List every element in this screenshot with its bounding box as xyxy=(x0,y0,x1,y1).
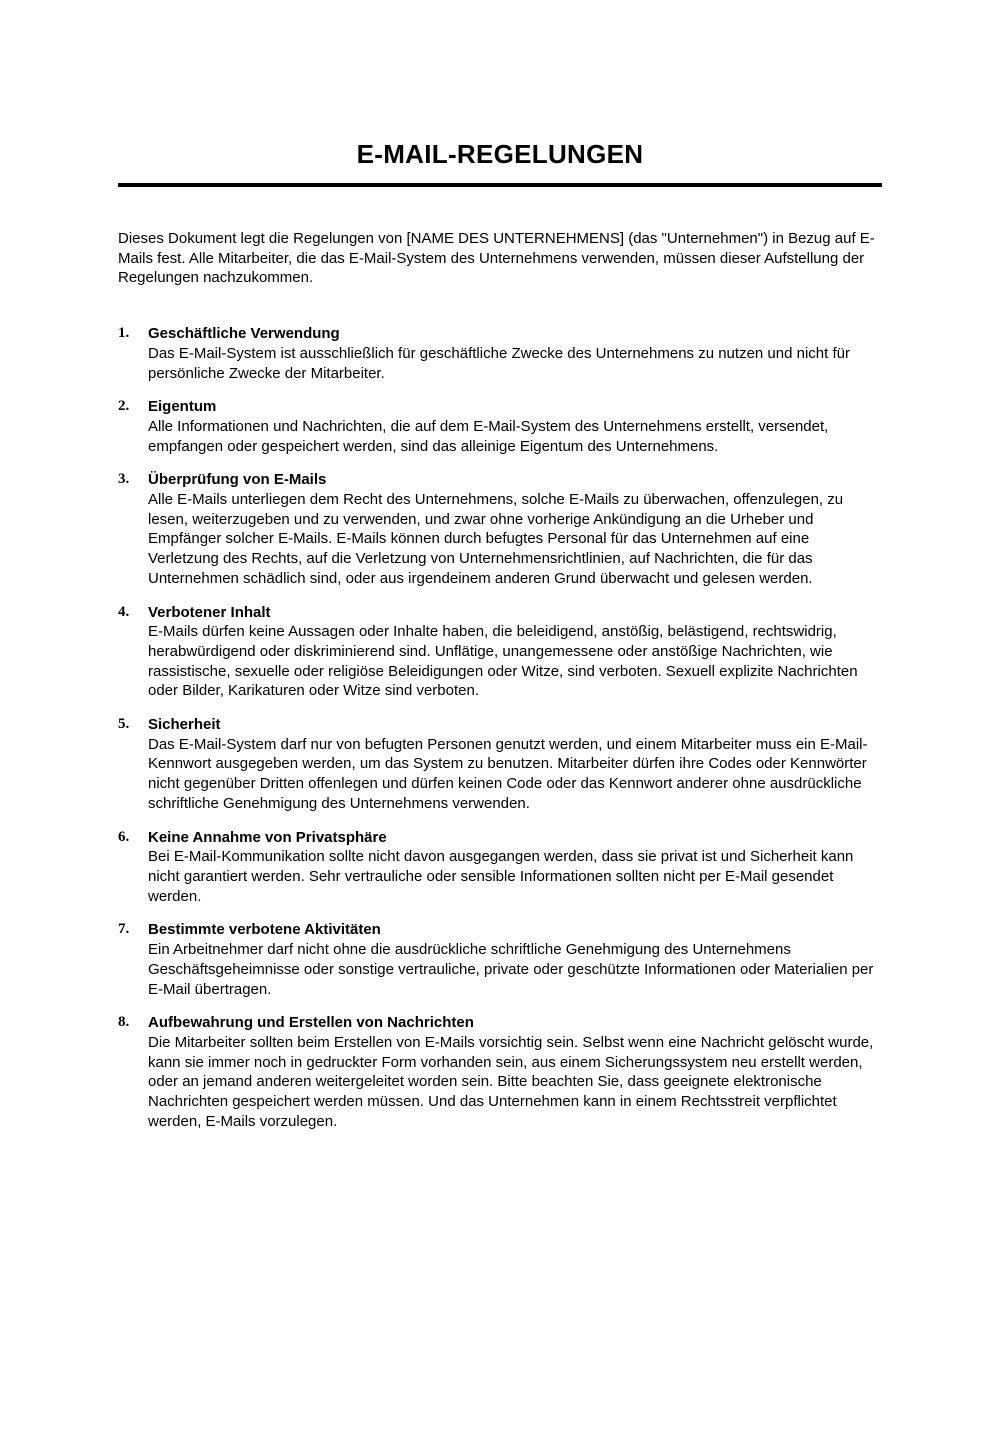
section-number: 8. xyxy=(118,1014,130,1031)
section-heading: Aufbewahrung und Erstellen von Nachrichten xyxy=(148,1014,474,1032)
section-body: E-Mails dürfen keine Aussagen oder Inhalte haben, die beleidigend, anstößig, belästigend, rechtswidrig, herabwürdigend oder diskriminierend sind. Unflätige, unangemessene oder anstößige Nachrichten, wie rassistische, sexuelle oder religiöse Beleidigungen oder Witze, sind verboten. Sexuell explizite Nachrichten oder Bilder, Karikaturen oder Witze sind verboten. xyxy=(148,623,858,700)
section-heading: Bestimmte verbotene Aktivitäten xyxy=(148,921,381,939)
section-content xyxy=(148,1013,882,1131)
policy-sections-list xyxy=(118,324,882,1131)
section-number: 4. xyxy=(118,603,130,620)
section-body: Ein Arbeitnehmer darf nicht ohne die ausdrückliche schriftliche Genehmigung des Unternehmens Geschäftsgeheimnisse oder sonstige vertrauliche, private oder geschützte Informationen oder Materialien per E-Mail übertragen. xyxy=(148,941,874,998)
policy-section xyxy=(118,920,882,999)
section-body: Die Mitarbeiter sollten beim Erstellen von E-Mails vorsichtig sein. Selbst wenn eine Nachricht gelöscht wurde, kann sie immer noch in gedruckter Form vorhanden sein, aus einem Sicherungssystem neu erstellt werden, oder an jemand anderen weitergeleitet worden sein. Bitte beachten Sie, dass geeignete elektronische Nachrichten gespeichert werden müssen. Und das Unternehmen kann in einem Rechtsstreit verpflichtet werden, E-Mails vorzulegen. xyxy=(148,1033,874,1130)
section-content xyxy=(148,324,882,383)
policy-section xyxy=(118,1013,882,1131)
section-content xyxy=(148,603,882,702)
policy-section xyxy=(118,603,882,702)
section-body: Bei E-Mail-Kommunikation sollte nicht davon ausgegangen werden, dass sie privat ist und Sicherheit kann nicht garantiert werden. Sehr vertrauliche oder sensible Informationen sollten nicht per E-Mail gesendet werden. xyxy=(148,848,854,905)
intro-paragraph: Dieses Dokument legt die Regelungen von [NAME DES UNTERNEHMENS] (das "Unternehmen") in Bezug auf E-Mails fest. Alle Mitarbeiter, die das E-Mail-System des Unternehmens verwenden, müssen dieser Aufstellung der Regelungen nachzukommen. xyxy=(118,230,875,287)
policy-section xyxy=(118,324,882,383)
section-body: Alle Informationen und Nachrichten, die auf dem E-Mail-System des Unternehmens erstellt, versendet, empfangen oder gespeichert werden, sind das alleinige Eigentum des Unternehmens. xyxy=(148,417,829,455)
section-number: 2. xyxy=(118,398,130,415)
section-heading: Überprüfung von E-Mails xyxy=(148,471,327,489)
policy-section xyxy=(118,470,882,588)
document-title: E-MAIL-REGELUNGEN xyxy=(356,139,644,169)
section-number: 5. xyxy=(118,716,130,733)
policy-section xyxy=(118,715,882,814)
section-body: Das E-Mail-System ist ausschließlich für geschäftliche Zwecke des Unternehmens zu nutzen und nicht für persönliche Zwecke der Mitarbeiter. xyxy=(148,344,850,382)
section-heading: Eigentum xyxy=(148,398,217,416)
section-body: Alle E-Mails unterliegen dem Recht des Unternehmens, solche E-Mails zu überwachen, offenzulegen, zu lesen, weiterzugeben und zu verwenden, und zwar ohne vorherige Ankündigung an die Urheber und Empfänger solcher E-Mails. E-Mails können durch befugtes Personal für das Unternehmen auf eine Verletzung des Rechts, auf die Verletzung von Unternehmensrichtlinien, auf Nachrichten, die für das Unternehmen schädlich sind, oder aus irgendeinem anderen Grund überwacht und gelesen werden. xyxy=(148,491,844,587)
section-number: 3. xyxy=(118,471,130,488)
section-body: Das E-Mail-System darf nur von befugten Personen genutzt werden, und einem Mitarbeiter muss ein E-Mail-Kennwort ausgegeben werden, um das System zu benutzen. Mitarbeiter dürfen ihre Codes oder Kennwörter nicht gegenüber Dritten offenlegen und dürfen keinen Code oder das Kennwort anderer ohne ausdrückliche schriftliche Genehmigung des Unternehmens verwenden. xyxy=(148,735,868,812)
section-content xyxy=(148,397,882,456)
section-content xyxy=(148,920,882,999)
section-number: 6. xyxy=(118,828,130,845)
policy-section xyxy=(118,828,882,907)
section-number: 7. xyxy=(118,921,130,938)
section-heading: Geschäftliche Verwendung xyxy=(148,325,340,343)
policy-section xyxy=(118,397,882,456)
section-heading: Keine Annahme von Privatsphäre xyxy=(148,828,387,846)
section-number: 1. xyxy=(118,325,130,342)
title-divider xyxy=(118,183,882,187)
document-page xyxy=(0,139,1000,1429)
section-content xyxy=(148,828,882,907)
section-content xyxy=(148,715,882,814)
section-content xyxy=(148,470,882,588)
section-heading: Verbotener Inhalt xyxy=(148,603,271,621)
section-heading: Sicherheit xyxy=(148,716,221,734)
